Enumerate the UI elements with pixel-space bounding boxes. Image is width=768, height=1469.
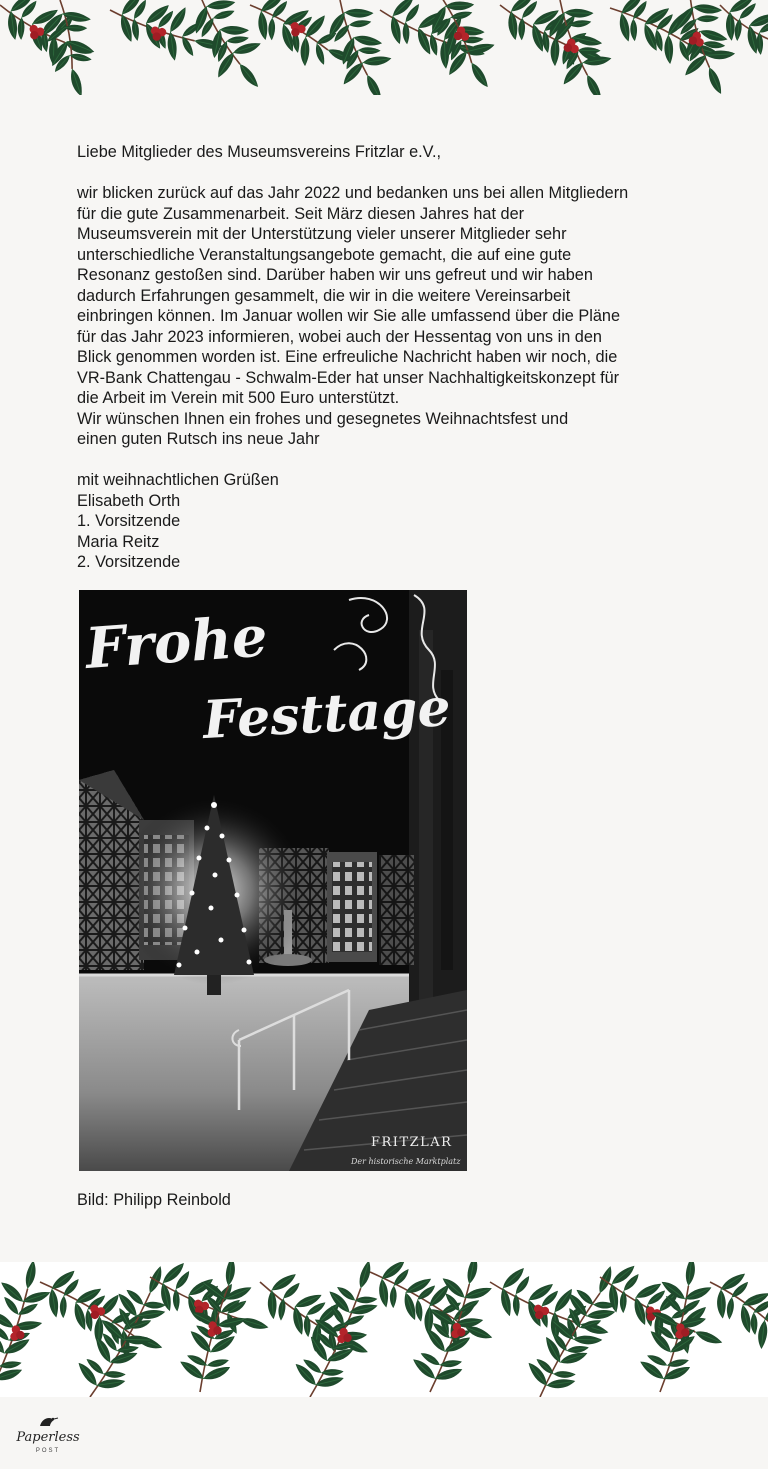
letter-line: unterschiedliche Veranstaltungsangebote gemacht, die auf eine gute — [77, 245, 572, 264]
holly-branch — [314, 0, 405, 95]
brand-name: Paperless — [16, 1430, 80, 1445]
letter-line: einen guten Rutsch ins neue Jahr — [77, 430, 320, 448]
letter-greeting: Liebe Mitglieder des Museumsvereins Fritzlar e.V., — [77, 143, 442, 161]
letter-line: wir blicken zurück auf das Jahr 2022 und bedanken uns bei allen Mitgliedern — [77, 184, 629, 202]
signature-block — [77, 470, 717, 573]
holly-branch — [100, 0, 231, 77]
holly-branch — [0, 0, 104, 81]
letter-line: einbringen können. Im Januar wollen wir Sie alle umfassend über die Pläne — [77, 307, 621, 325]
letter-line: Blick genommen worden ist. Eine erfreuliche Nachricht haben wir noch, die — [77, 348, 618, 366]
letter-line: für die gute Zusammenarbeit. Seit März diesen Jahres hat der — [77, 204, 525, 223]
letter-body — [77, 142, 717, 573]
letter-line: dadurch Erfahrungen gesammelt, die wir in die weitere Vereinsarbeit — [77, 286, 571, 305]
card-place-label: FRITZLAR — [371, 1135, 453, 1150]
signer-name: Maria Reitz — [77, 532, 160, 551]
paperless-post-logo[interactable] — [8, 1412, 88, 1462]
letter-paragraph — [77, 183, 717, 450]
letter-line: die Arbeit im Verein mit 500 Euro unterstützt. — [77, 389, 400, 407]
signer-role: 2. Vorsitzende — [77, 553, 181, 571]
card-title-line-1: Frohe — [83, 603, 270, 682]
christmas-card-photo — [79, 590, 467, 1171]
letter-line: für das Jahr 2023 informieren, wobei auch der Hessentag von uns in den — [77, 327, 602, 346]
holly-garland-top — [0, 0, 768, 95]
card-subtitle: Der historische Marktplatz — [351, 1157, 461, 1166]
closing-text: mit weihnachtlichen Grüßen — [77, 471, 279, 489]
letter-line: Museumsverein mit der Unterstützung vieler unserer Mitglieder sehr — [77, 225, 567, 243]
brand-subtitle: POST — [35, 1448, 61, 1454]
letter-line: VR-Bank Chattengau - Schwalm-Eder hat unser Nachhaltigkeitskonzept für — [77, 368, 620, 387]
bird-icon — [8, 1412, 88, 1432]
letter-line: Wir wünschen Ihnen ein frohes und gesegnetes Weihnachtsfest und — [77, 409, 569, 428]
signer-role: 1. Vorsitzende — [77, 512, 181, 530]
holly-garland-bottom — [0, 1262, 768, 1397]
signer-name: Elisabeth Orth — [77, 491, 181, 510]
letter-line: Resonanz gestoßen sind. Darüber haben wir uns gefreut und wir haben — [77, 266, 593, 284]
image-caption: Bild: Philipp Reinbold — [77, 1191, 231, 1209]
card-title-line-2: Festtage — [201, 677, 452, 751]
